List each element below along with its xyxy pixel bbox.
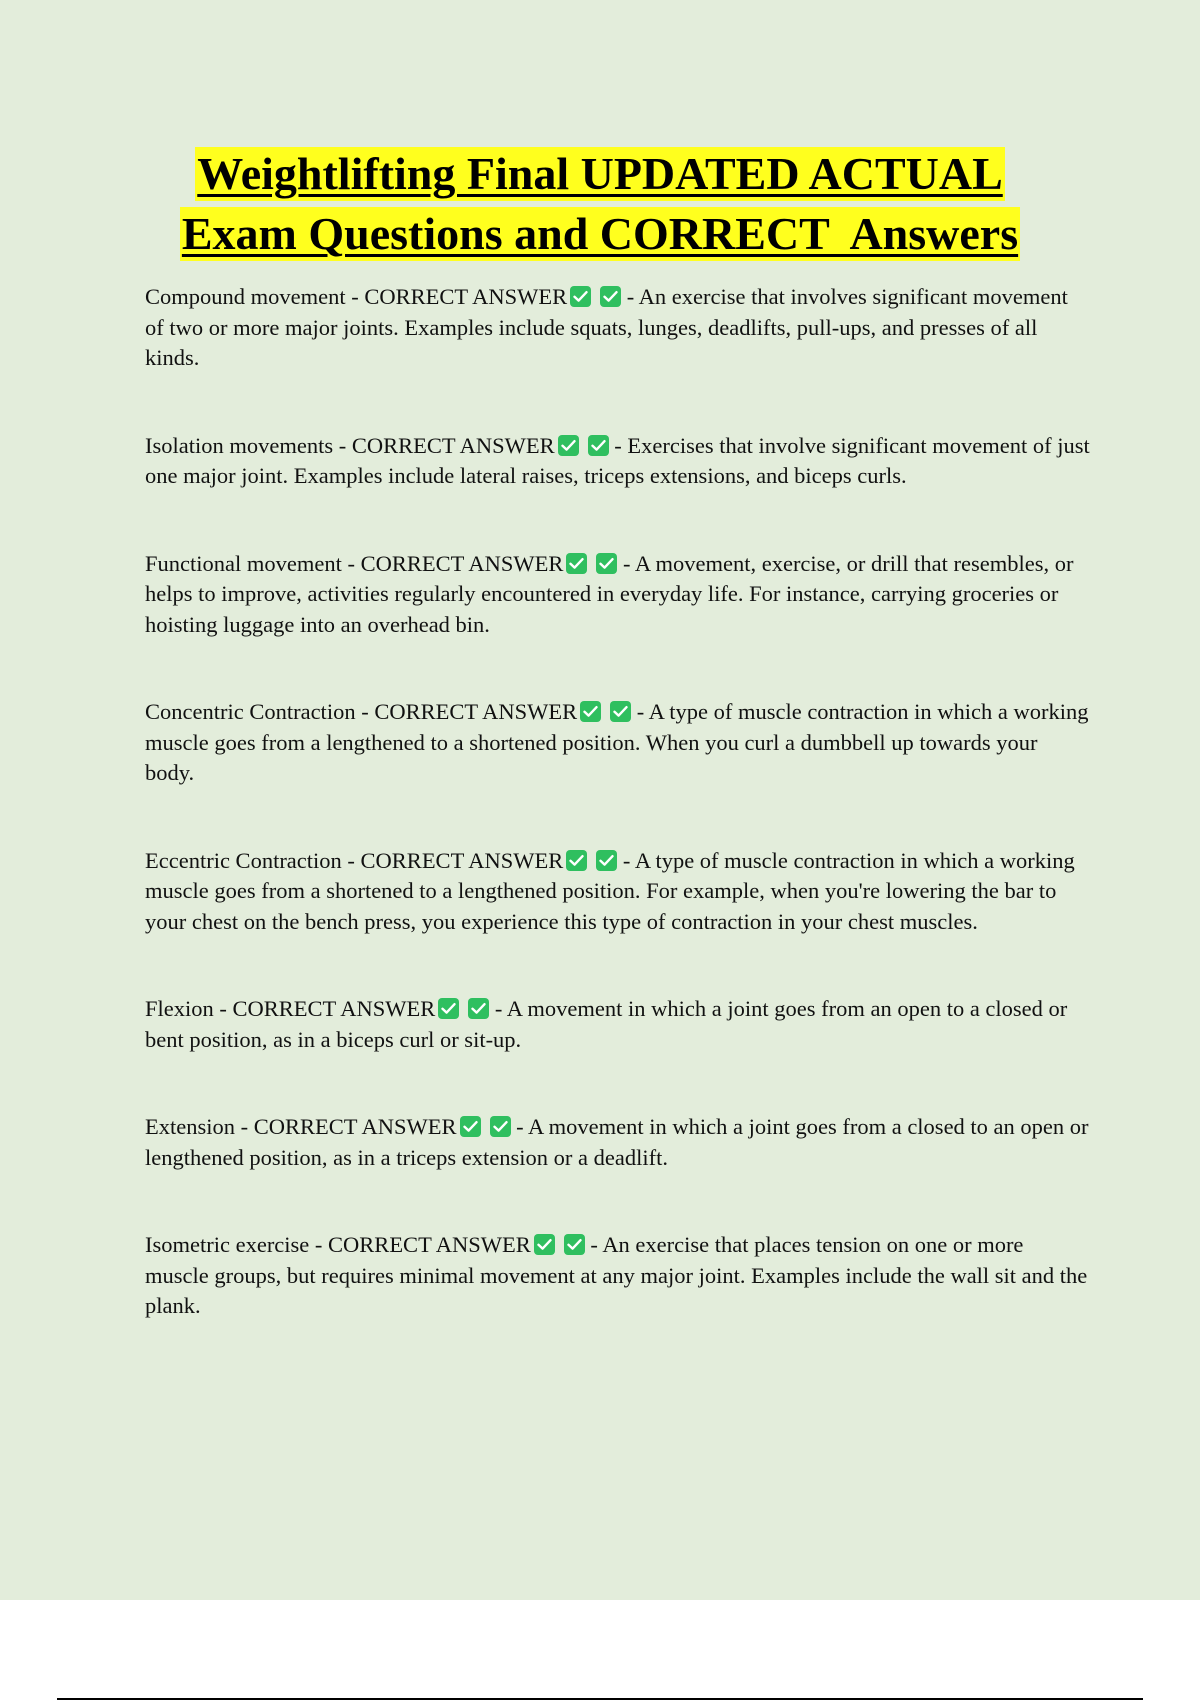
qa-term: Flexion [145, 996, 214, 1021]
qa-item: Isolation movements - CORRECT ANSWER - Exercises that involve significant movement of just one major joint. Examples include lateral raises, triceps extensions, and biceps curls. [145, 432, 1090, 488]
qa-item: Eccentric Contraction - CORRECT ANSWER - A type of muscle contraction in which a working muscle goes from a shortened to a lengthened position. For example, when you're lowering the bar to your chest on the bench press, you experience this type of contraction in your chest muscles. [145, 847, 1075, 934]
check-mark-icon [460, 1116, 481, 1137]
qa-definition: A type of muscle contraction in which a working muscle goes from a shortened to a lengthened position. For example, when you're lowering the bar to your chest on the bench press, you experience this type of contraction in your chest muscles. [145, 847, 1075, 934]
check-mark-icon [580, 701, 601, 722]
correct-answer-label: CORRECT ANSWER [351, 432, 555, 458]
qa-definition: A type of muscle contraction in which a working muscle goes from a lengthened to a shortened position. When you curl a dumbbell up towards your body. [145, 699, 1089, 785]
check-mark-icon [534, 1234, 555, 1255]
qa-item: Isometric exercise - CORRECT ANSWER - An exercise that places tension on one or more muscle groups, but requires minimal movement at any major joint. Examples include the wall sit and the plank. [145, 1232, 1088, 1318]
check-mark-icon [588, 435, 609, 456]
qa-term: Concentric Contraction [145, 699, 356, 724]
document-title [0, 147, 1200, 261]
correct-answer-label: CORRECT ANSWER [360, 847, 564, 873]
check-mark-icon [438, 998, 459, 1019]
qa-term: Functional movement [145, 550, 342, 576]
qa-item: Compound movement - CORRECT ANSWER - An exercise that involves significant movement of two or more major joints. Examples include squats, lunges, deadlifts, pull-ups, and presses of all kinds. [145, 284, 1068, 370]
correct-answer-label: CORRECT ANSWER [232, 996, 436, 1021]
qa-item: Functional movement - CORRECT ANSWER - A movement, exercise, or drill that resembles, or helps to improve, activities regularly encountered in everyday life. For instance, carrying groceries or hoisting luggage into an overhead bin. [145, 550, 1074, 637]
check-mark-icon [566, 850, 587, 871]
check-mark-icon [468, 998, 489, 1019]
qa-term: Isometric exercise [145, 1232, 310, 1257]
title-line-2: Exam Questions and CORRECT Answers [181, 208, 1019, 259]
qa-definition: An exercise that involves significant movement of two or more major joints. Examples include squats, lunges, deadlifts, pull-ups, and presses of all kinds. [145, 284, 1068, 370]
qa-term: Eccentric Contraction [145, 847, 342, 873]
check-mark-icon [558, 435, 579, 456]
correct-answer-label: CORRECT ANSWER [364, 284, 568, 309]
qa-definition: A movement in which a joint goes from a closed to an open or lengthened position, as in a triceps extension or a deadlift. [145, 1114, 1089, 1170]
title-line-1: Weightlifting Final UPDATED ACTUAL [197, 148, 1003, 199]
check-mark-icon [610, 701, 631, 722]
check-mark-icon [596, 553, 617, 574]
check-mark-icon [596, 850, 617, 871]
correct-answer-label: CORRECT ANSWER [374, 699, 578, 724]
check-mark-icon [570, 286, 591, 307]
qa-definition: Exercises that involve significant movement of just one major joint. Examples include lateral raises, triceps extensions, and biceps curls. [145, 432, 1090, 488]
qa-term: Compound movement [145, 284, 346, 309]
correct-answer-label: CORRECT ANSWER [360, 550, 564, 576]
qa-term: Isolation movements [145, 432, 334, 458]
qa-definition: A movement in which a joint goes from an open to a closed or bent position, as in a biceps curl or sit-up. [145, 996, 1068, 1052]
check-mark-icon [566, 553, 587, 574]
check-mark-icon [490, 1116, 511, 1137]
qa-item: Flexion - CORRECT ANSWER - A movement in which a joint goes from an open to a closed or bent position, as in a biceps curl or sit-up. [145, 996, 1068, 1052]
qa-definition: An exercise that places tension on one or more muscle groups, but requires minimal movement at any major joint. Examples include the wall sit and the plank. [145, 1232, 1088, 1318]
correct-answer-label: CORRECT ANSWER [328, 1232, 531, 1257]
check-mark-icon [564, 1234, 585, 1255]
qa-item: Extension - CORRECT ANSWER - A movement in which a joint goes from a closed to an open or lengthened position, as in a triceps extension or a deadlift. [145, 1114, 1089, 1170]
qa-term: Extension [145, 1114, 235, 1139]
qa-list [145, 282, 1090, 1322]
qa-item: Concentric Contraction - CORRECT ANSWER - A type of muscle contraction in which a working muscle goes from a lengthened to a shortened position. When you curl a dumbbell up towards your body. [145, 699, 1089, 785]
qa-definition: A movement, exercise, or drill that resembles, or helps to improve, activities regularly encountered in everyday life. For instance, carrying groceries or hoisting luggage into an overhead bin. [145, 550, 1074, 637]
correct-answer-label: CORRECT ANSWER [253, 1114, 457, 1139]
check-mark-icon [600, 286, 621, 307]
